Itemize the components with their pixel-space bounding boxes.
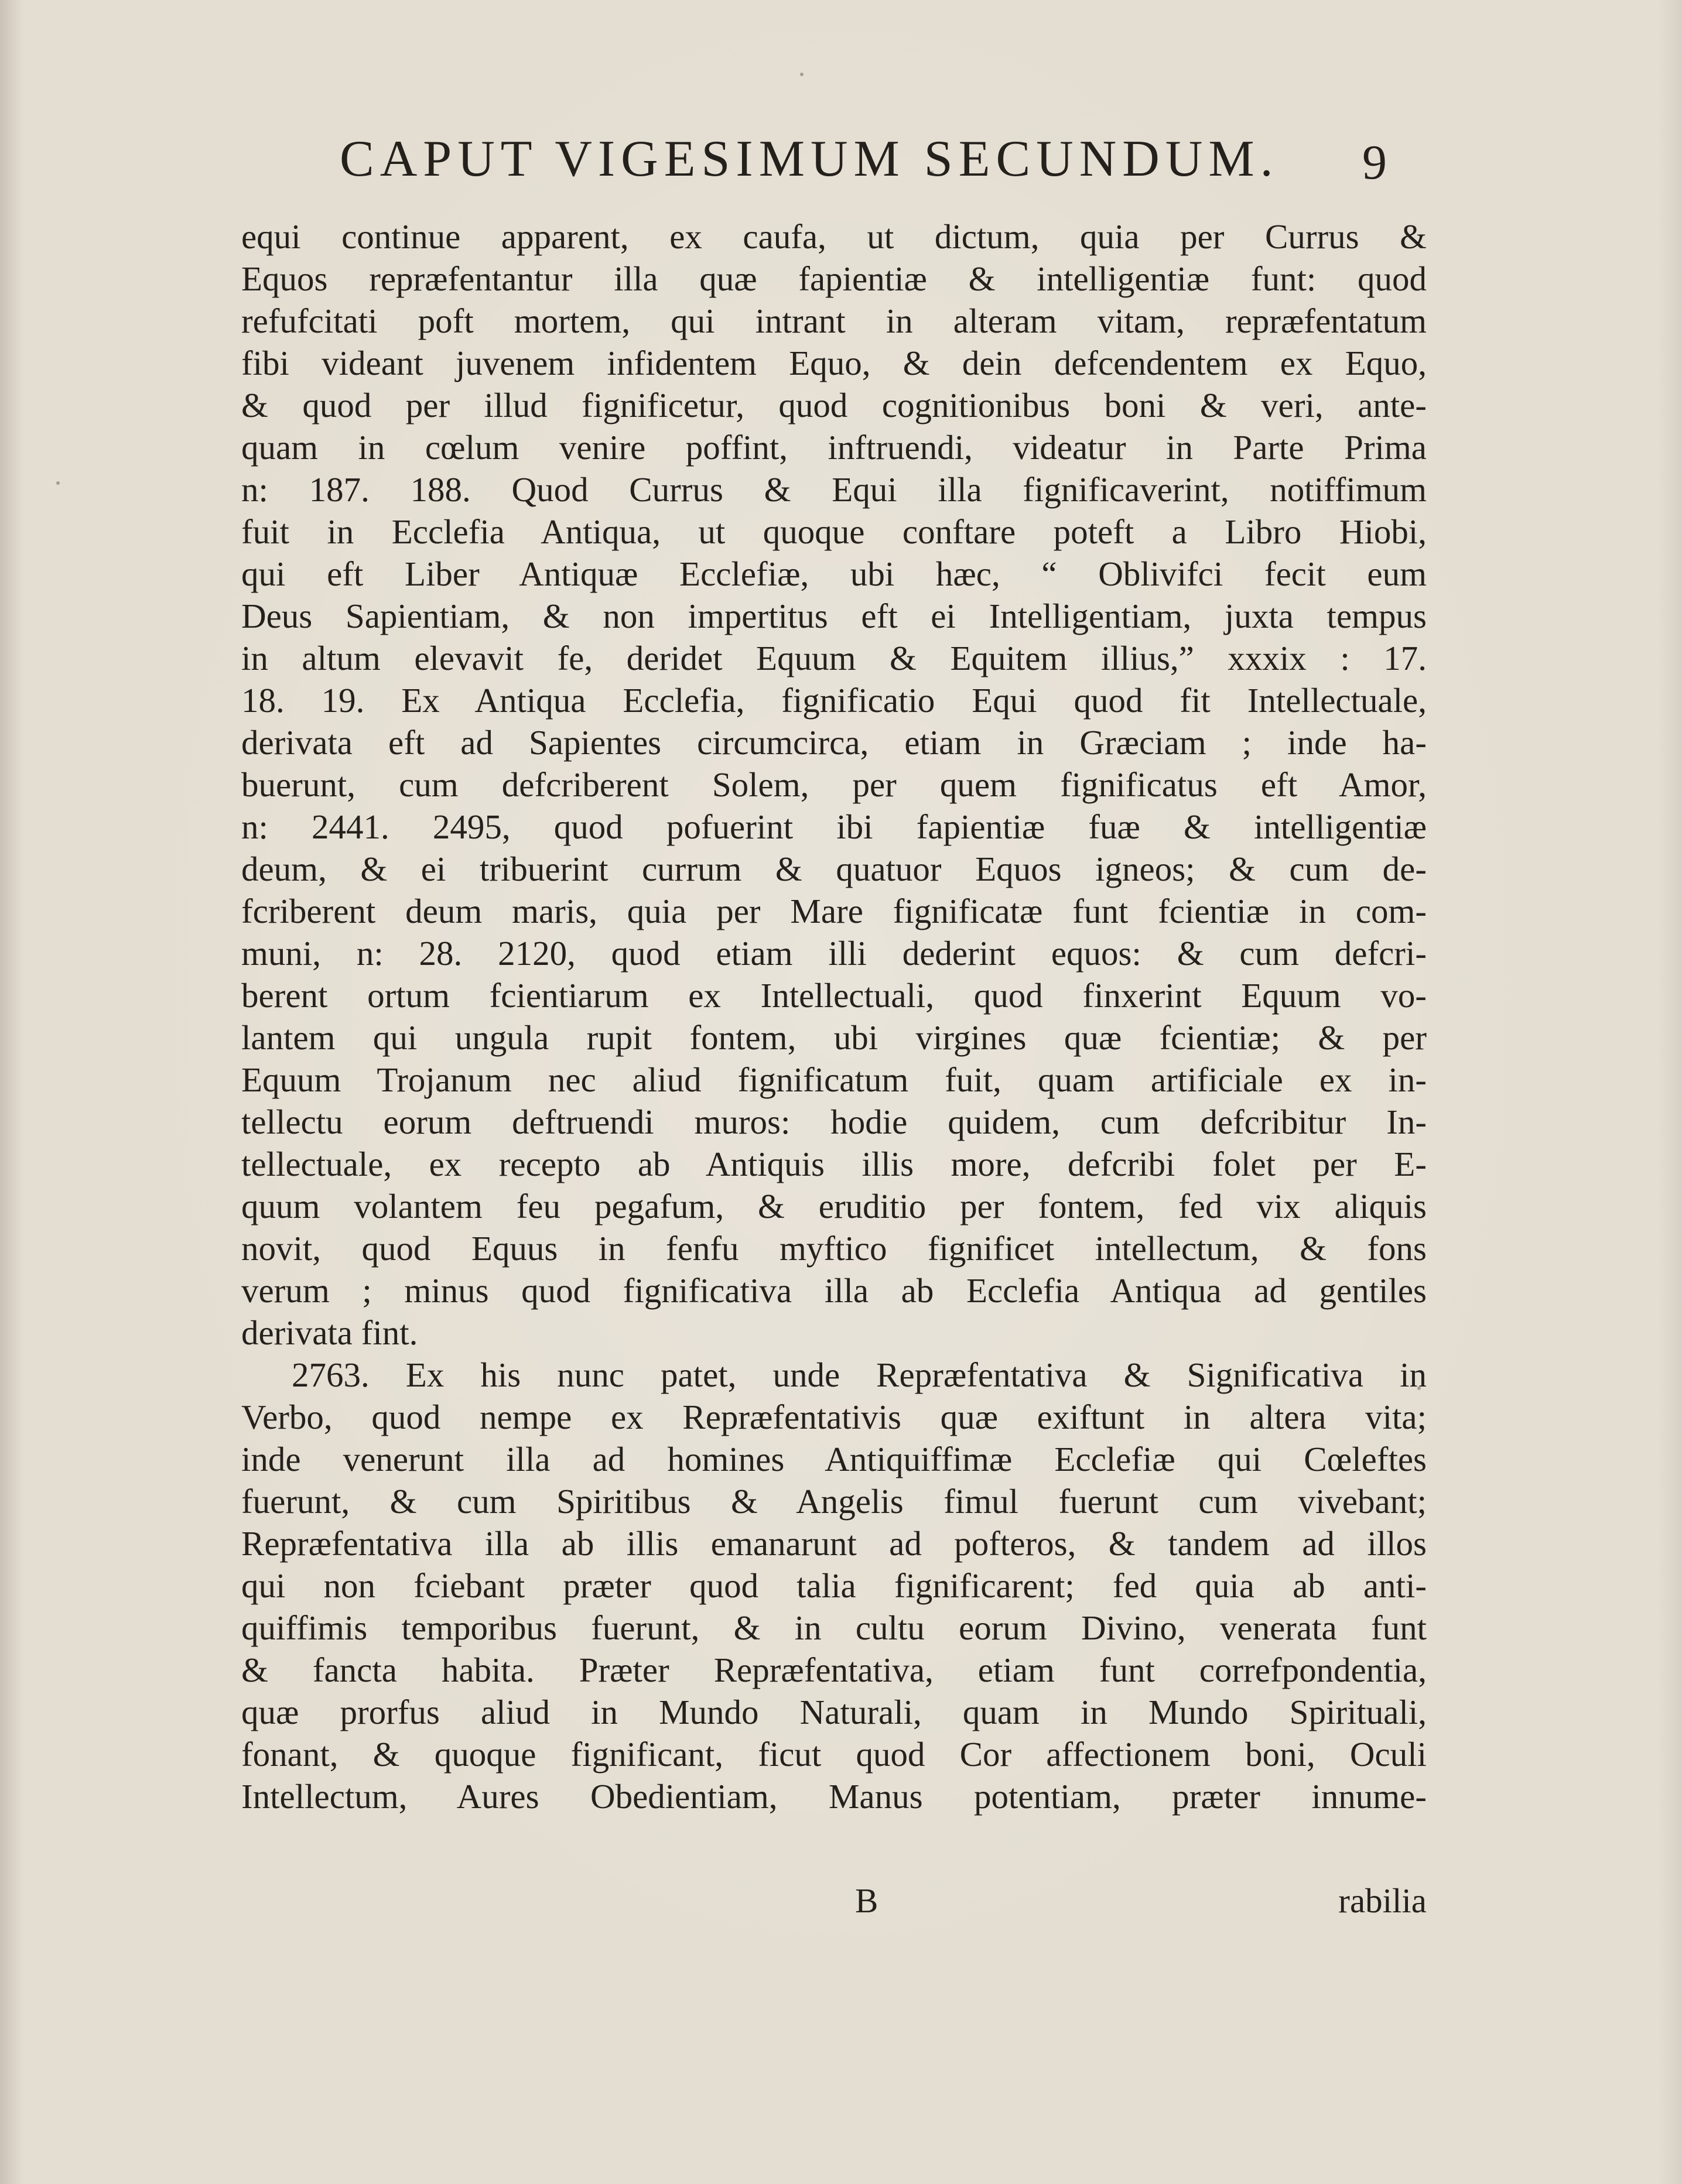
text-line: muni, n: 28. 2120, quod etiam illi dederint equos: & cum defcri- bbox=[241, 934, 1427, 973]
text-line: n: 187. 188. Quod Currus & Equi illa fignificaverint, notiffimum bbox=[241, 470, 1427, 509]
text-line: Verbo, quod nempe ex Repræfentativis quæ exiftunt in altera vita; bbox=[241, 1398, 1427, 1436]
text-line: quiffimis temporibus fuerunt, & in cultu eorum Divino, venerata funt bbox=[241, 1608, 1427, 1647]
text-line: verum ; minus quod fignificativa illa ab Ecclefia Antiqua ad gentiles bbox=[241, 1271, 1427, 1310]
text-line: Equum Trojanum nec aliud fignificatum fuit, quam artificiale ex in- bbox=[241, 1060, 1427, 1099]
text-line: novit, quod Equus in fenfu myftico fignificet intellectum, & fons bbox=[241, 1229, 1427, 1268]
signature-mark: B bbox=[855, 1881, 878, 1920]
text-line: equi continue apparent, ex caufa, ut dictum, quia per Currus & bbox=[241, 217, 1427, 256]
paper-speck bbox=[1417, 1387, 1421, 1390]
text-line: n: 2441. 2495, quod pofuerint ibi fapientiæ fuæ & intelligentiæ bbox=[241, 807, 1427, 846]
text-line: inde venerunt illa ad homines Antiquiffimæ Ecclefiæ qui Cœleftes bbox=[241, 1440, 1427, 1478]
text-line: in altum elevavit fe, deridet Equum & Equitem illius,” xxxix : 17. bbox=[241, 639, 1427, 677]
text-line: Intellectum, Aures Obedientiam, Manus potentiam, præter innume- bbox=[241, 1777, 1427, 1816]
running-title: CAPUT VIGESIMUM SECUNDUM. bbox=[340, 131, 1279, 187]
text-line: Repræfentativa illa ab illis emanarunt ad pofteros, & tandem ad illos bbox=[241, 1524, 1427, 1563]
paper-speck bbox=[800, 73, 804, 76]
text-line: Equos repræfentantur illa quæ fapientiæ & intelligentiæ funt: quod bbox=[241, 259, 1427, 298]
text-line: refufcitati poft mortem, qui intrant in alteram vitam, repræfentatum bbox=[241, 302, 1427, 340]
text-line: fcriberent deum maris, quia per Mare fignificatæ funt fcientiæ in com- bbox=[241, 892, 1427, 930]
body-text bbox=[241, 215, 1427, 1817]
text-line: tellectu eorum deftruendi muros: hodie quidem, cum defcribitur In- bbox=[241, 1103, 1427, 1141]
text-line: berent ortum fcientiarum ex Intellectuali, quod finxerint Equum vo- bbox=[241, 976, 1427, 1015]
text-line: deum, & ei tribuerint currum & quatuor Equos igneos; & cum de- bbox=[241, 850, 1427, 888]
text-line: quum volantem feu pegafum, & eruditio per fontem, fed vix aliquis bbox=[241, 1187, 1427, 1225]
text-line: derivata fint. bbox=[241, 1313, 418, 1352]
catchword: rabilia bbox=[1338, 1881, 1427, 1920]
text-line: fibi videant juvenem infidentem Equo, & dein defcendentem ex Equo, bbox=[241, 344, 1427, 382]
text-line: 18. 19. Ex Antiqua Ecclefia, fignificatio Equi quod fit Intellectuale, bbox=[241, 681, 1427, 720]
text-line: lantem qui ungula rupit fontem, ubi virgines quæ fcientiæ; & per bbox=[241, 1018, 1427, 1057]
text-line: fonant, & quoque fignificant, ficut quod Cor affectionem boni, Oculi bbox=[241, 1735, 1427, 1774]
text-line: fuit in Ecclefia Antiqua, ut quoque conftare poteft a Libro Hiobi, bbox=[241, 512, 1427, 551]
text-line: & quod per illud fignificetur, quod cognitionibus boni & veri, ante- bbox=[241, 386, 1427, 425]
text-line: fuerunt, & cum Spiritibus & Angelis fimul fuerunt cum vivebant; bbox=[241, 1482, 1427, 1521]
text-line: Deus Sapientiam, & non impertitus eft ei Intelligentiam, juxta tempus bbox=[241, 597, 1427, 635]
text-line: tellectuale, ex recepto ab Antiquis illis more, defcribi folet per E- bbox=[241, 1145, 1427, 1183]
text-line: quæ prorfus aliud in Mundo Naturali, quam in Mundo Spirituali, bbox=[241, 1693, 1427, 1731]
text-line: & fancta habita. Præter Repræfentativa, etiam funt correfpondentia, bbox=[241, 1651, 1427, 1689]
text-line: qui eft Liber Antiquæ Ecclefiæ, ubi hæc, “ Oblivifci fecit eum bbox=[241, 554, 1427, 593]
paper-speck bbox=[930, 171, 934, 174]
paragraph-start-line: 2763. Ex his nunc patet, unde Repræfentativa & Significativa in bbox=[292, 1355, 1427, 1394]
page-footer bbox=[241, 1880, 1427, 1922]
page-number: 9 bbox=[1362, 135, 1387, 190]
text-line: quam in cœlum venire poffint, inftruendi, videatur in Parte Prima bbox=[241, 428, 1427, 467]
text-line: derivata eft ad Sapientes circumcirca, etiam in Græciam ; inde ha- bbox=[241, 723, 1427, 762]
text-line: buerunt, cum defcriberent Solem, per quem fignificatus eft Amor, bbox=[241, 765, 1427, 804]
text-line: qui non fciebant præter quod talia fignificarent; fed quia ab anti- bbox=[241, 1566, 1427, 1605]
paper-speck bbox=[56, 481, 60, 485]
